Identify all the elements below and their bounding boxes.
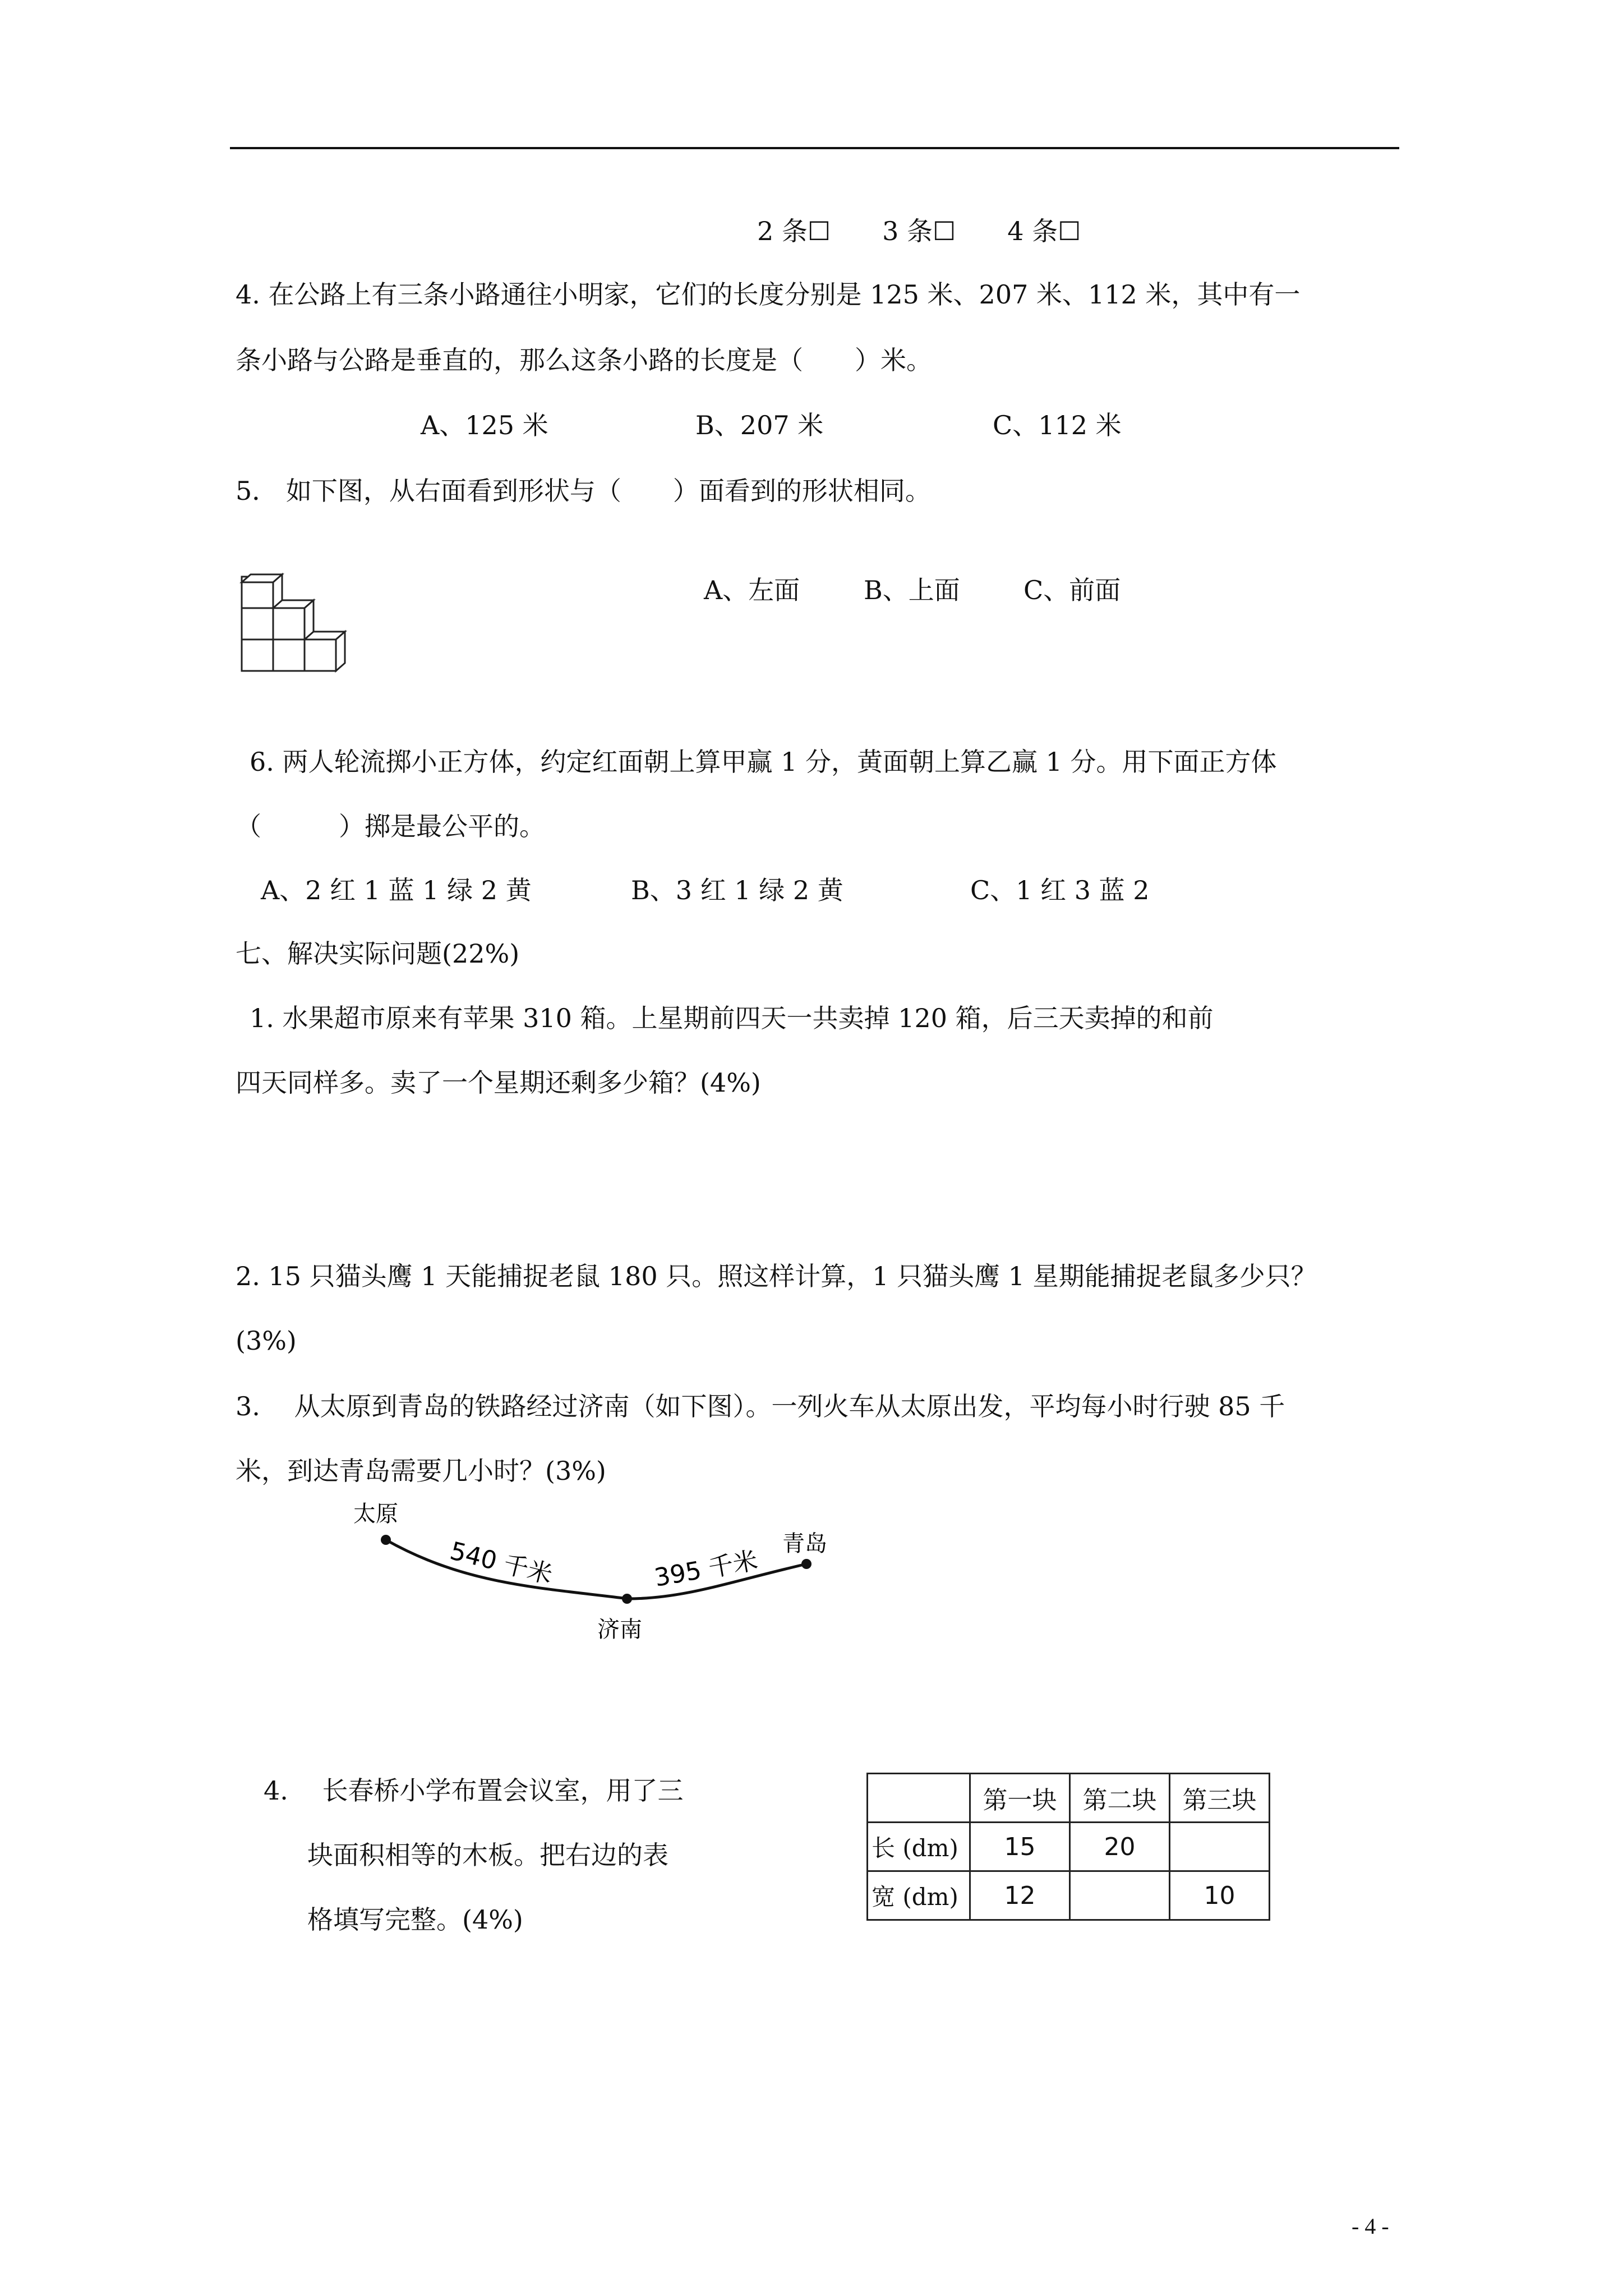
- distance-label-2: 395 千米: [652, 1546, 760, 1593]
- q4-line1: 4. 在公路上有三条小路通往小明家，它们的长度分别是 125 米、207 米、112 米，其中有一: [236, 279, 1301, 310]
- q4-option-c: C、112 米: [993, 410, 1122, 440]
- problem4-line2: 块面积相等的木板。把右边的表: [307, 1840, 668, 1870]
- q4-line2: 条小路与公路是垂直的，那么这条小路的长度是（ ）米。: [236, 345, 932, 375]
- city-label-taiyuan: 太原: [353, 1501, 398, 1527]
- q5-option-b: B、上面: [864, 575, 960, 605]
- qingdao-point: [801, 1559, 811, 1569]
- problem3-line1: 3. 从太原到青岛的铁路经过济南（如下图）。一列火车从太原出发，平均每小时行驶 85 千: [236, 1391, 1285, 1421]
- problem4-line1: 4. 长春桥小学布置会议室，用了三: [264, 1775, 684, 1806]
- q6-option-b: B、3 红 1 绿 2 黄: [631, 875, 843, 905]
- problem2-line1: 2. 15 只猫头鹰 1 天能捕捉老鼠 180 只。照这样计算，1 只猫头鹰 1 星期能捕捉老鼠多少只？: [236, 1261, 1317, 1291]
- q4-option-b: B、207 米: [695, 410, 824, 440]
- city-label-qingdao: 青岛: [782, 1531, 827, 1557]
- page-number: - 4 -: [1352, 2214, 1389, 2239]
- q6-option-c: C、1 红 3 蓝 2: [970, 875, 1150, 905]
- cell-width-board-3: 10: [1170, 1871, 1270, 1920]
- cell-width-board-2: [1070, 1871, 1170, 1920]
- header-rule: [230, 147, 1399, 149]
- q3-options: 2 条☐ 3 条☐ 4 条☐: [757, 216, 1081, 246]
- railway-route-map: [336, 1492, 869, 1649]
- q4-option-a: A、125 米: [421, 410, 548, 440]
- q5-option-c: C、前面: [1023, 575, 1121, 605]
- problem4-line3: 格填写完整。(4%): [307, 1904, 523, 1935]
- table-corner-cell: [868, 1774, 970, 1823]
- problem1-line1: 1. 水果超市原来有苹果 310 箱。上星期前四天一共卖掉 120 箱，后三天卖掉的和前: [250, 1003, 1214, 1033]
- q5-line1: 5． 如下图，从右面看到形状与（ ）面看到的形状相同。: [236, 476, 931, 506]
- table-header-row: [868, 1774, 1270, 1823]
- cell-length-board-3: [1170, 1823, 1270, 1871]
- problem2-line2: (3%): [236, 1326, 297, 1356]
- q5-option-a: A、左面: [704, 575, 800, 605]
- cell-width-board-1: 12: [970, 1871, 1070, 1920]
- problem3-line2: 米，到达青岛需要几小时？(3%): [236, 1456, 606, 1486]
- distance-label-1: 540 千米: [447, 1536, 556, 1590]
- cell-length-board-2: 20: [1070, 1823, 1170, 1871]
- header-board-1: 第一块: [970, 1774, 1070, 1823]
- taiyuan-point: [381, 1535, 391, 1545]
- jinan-point: [622, 1594, 632, 1604]
- problem1-line2: 四天同样多。卖了一个星期还剩多少箱？(4%): [236, 1068, 761, 1098]
- board-dimensions-table: [866, 1773, 1270, 1921]
- section7-heading: 七、解决实际问题(22%): [236, 938, 520, 969]
- table-row: [868, 1823, 1270, 1871]
- table-row: [868, 1871, 1270, 1920]
- cell-length-board-1: 15: [970, 1823, 1070, 1871]
- q6-line2: （ ）掷是最公平的。: [236, 811, 545, 841]
- header-board-2: 第二块: [1070, 1774, 1170, 1823]
- q6-line1: 6. 两人轮流掷小正方体，约定红面朝上算甲赢 1 分，黄面朝上算乙赢 1 分。用下面正方体: [250, 747, 1277, 777]
- header-board-3: 第三块: [1170, 1774, 1270, 1823]
- city-label-jinan: 济南: [597, 1617, 642, 1642]
- row-label-length: 长 (dm): [868, 1823, 970, 1871]
- cube-stack-figure: [238, 572, 351, 673]
- q6-option-a: A、2 红 1 蓝 1 绿 2 黄: [261, 875, 532, 905]
- row-label-width: 宽 (dm): [868, 1871, 970, 1920]
